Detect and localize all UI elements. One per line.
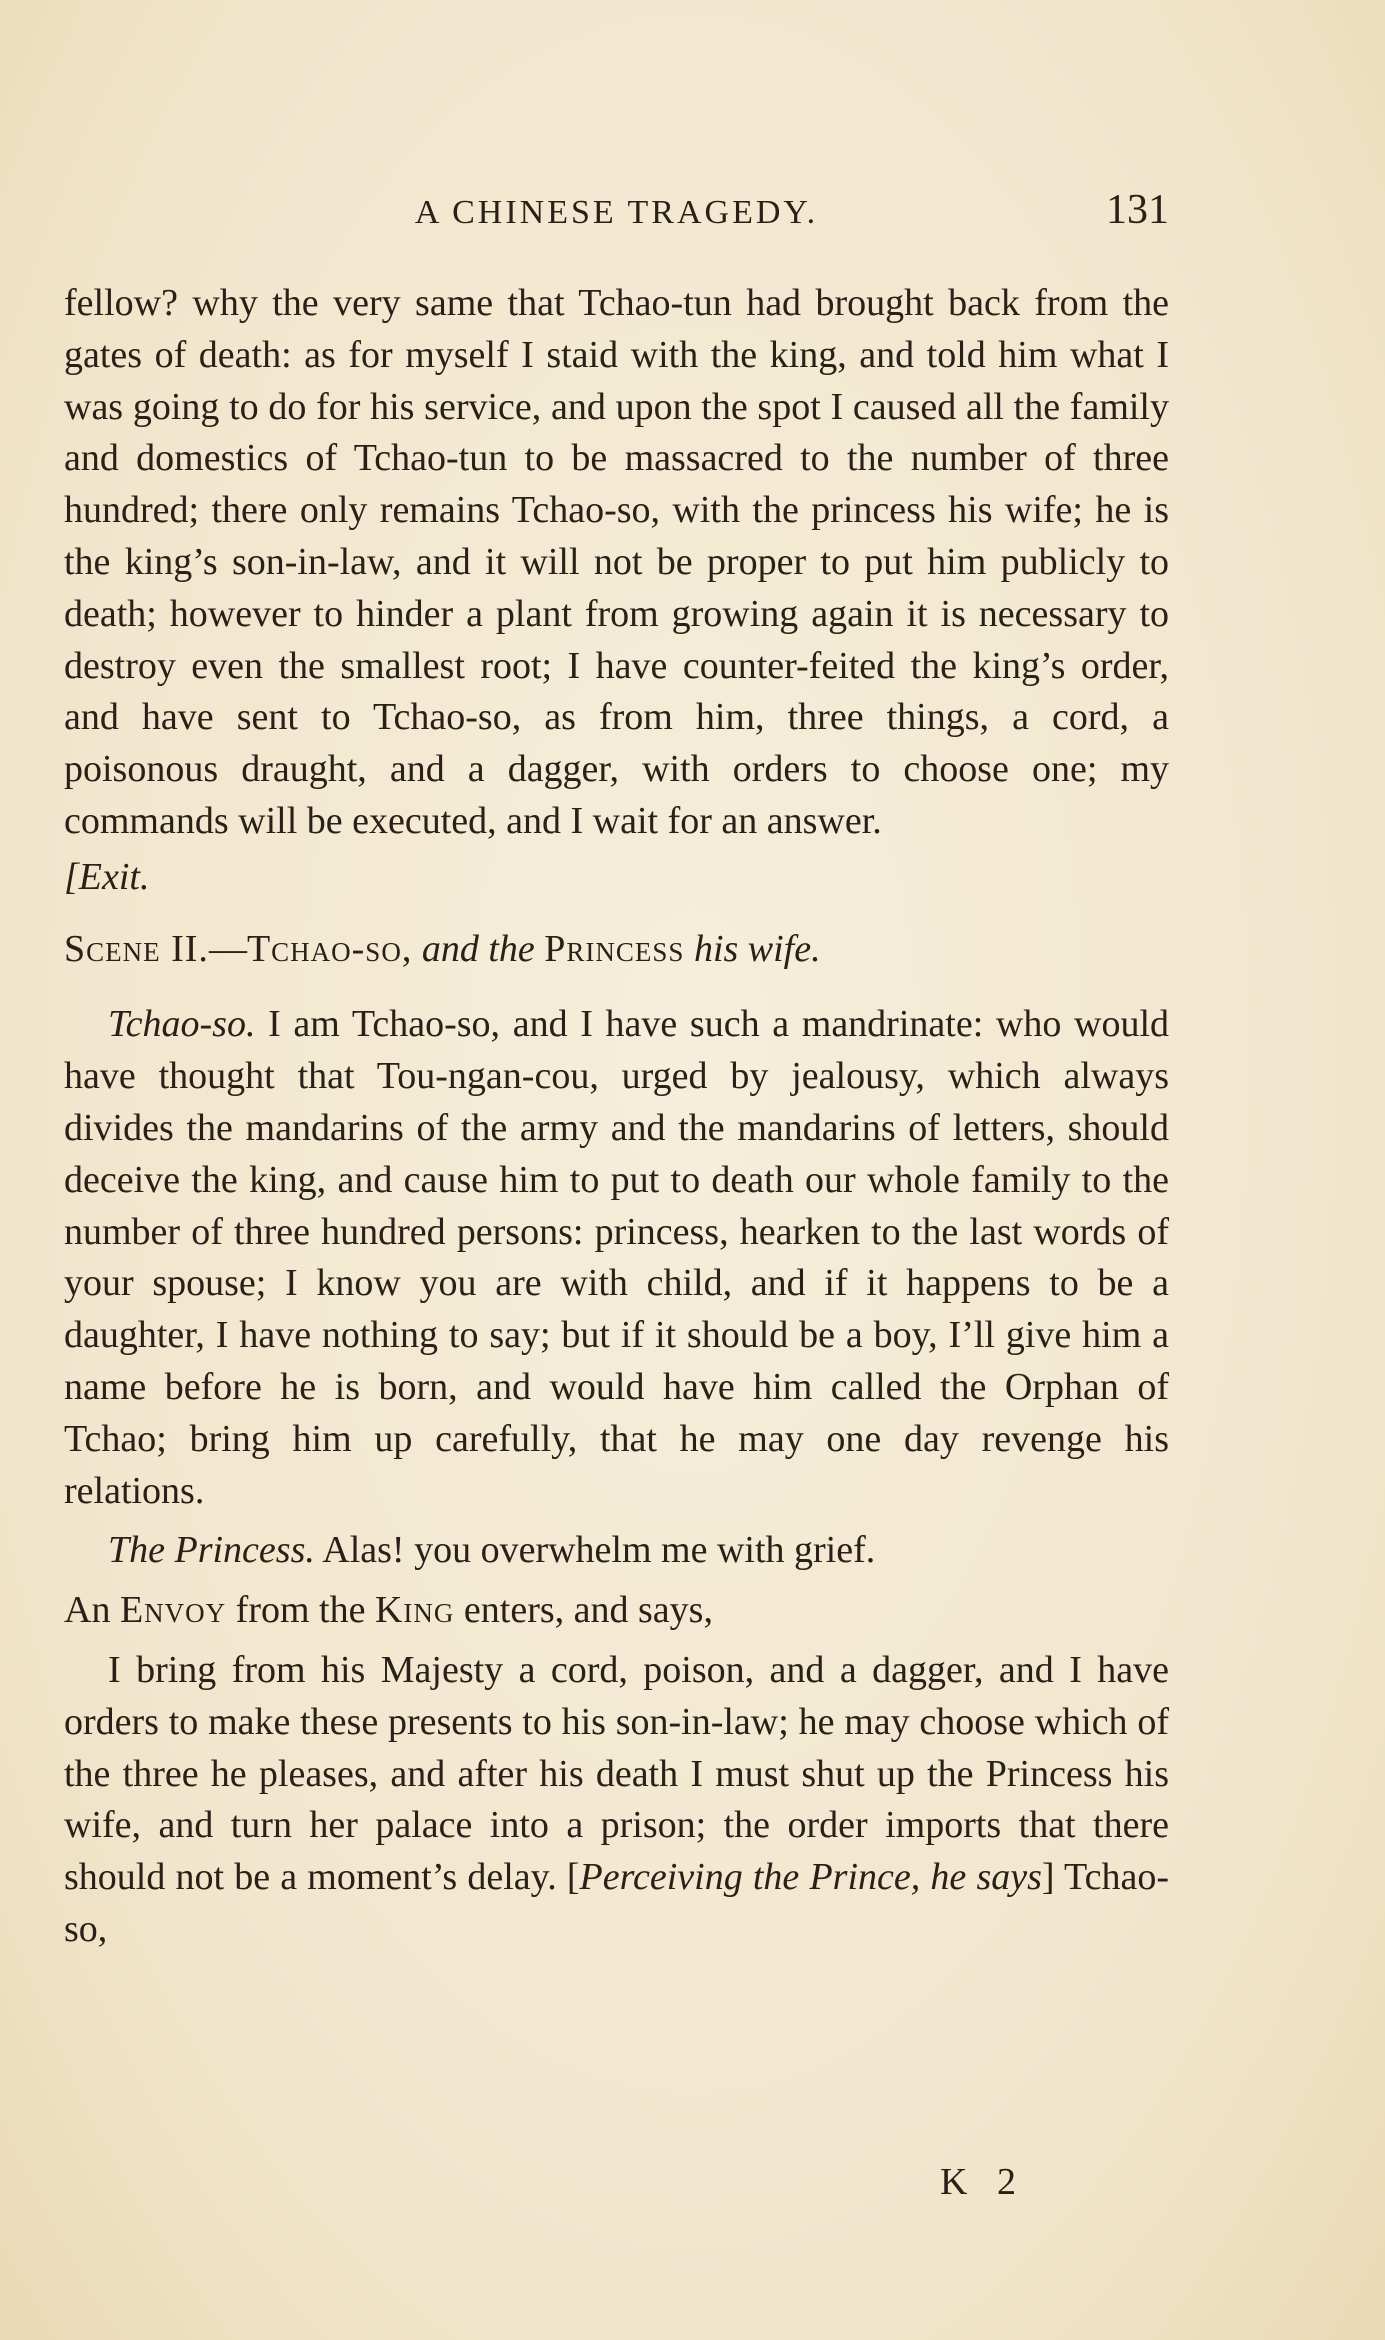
speaker-name: Tchao-so. xyxy=(108,1003,256,1046)
speech-tchao-so xyxy=(64,999,1169,1517)
stage-king: King xyxy=(374,1589,455,1632)
speech-princess xyxy=(64,1525,1169,1577)
scene-dash: — xyxy=(208,927,247,970)
paragraph-monologue: fellow? why the very same that Tchao-tun had brought back from the gates of death: as for myself I staid with the king, and told him what I was going to do for his service, and upon the spot I caused all the family and domestics of Tchao-tun to be massacred to the number of three hundred; there only remains Tchao-so, with the princess his wife; he is the king’s son-in-law, and it will not be proper to put him publicly to death; however to hinder a plant from growing again it is necessary to destroy even the smallest root; I have counter-feited the king’s order, and have sent to Tchao-so, as from him, three things, a cord, a poisonous draught, and a dagger, with orders to choose one; my commands will be executed, and I wait for an answer. xyxy=(64,282,1169,842)
signature-mark: K 2 xyxy=(940,2161,1026,2203)
scene-his-wife: his wife. xyxy=(693,927,821,970)
stage-envoy: Envoy xyxy=(119,1589,227,1632)
direction-open-bracket: [ xyxy=(566,1856,580,1899)
page-number: 131 xyxy=(1106,187,1169,233)
running-head xyxy=(64,182,1169,242)
speech-text: Alas! you overwhelm me with grief. xyxy=(322,1529,876,1572)
speech-text: I bring from his Majesty a cord, poison, and a dagger, and I have orders to make these presents to his son-in-law; he may choose which of the three he pleases, and after his death I must shut up the Princess his wife, and turn her palace into a prison; the order imports that there should not be a moment’s delay. xyxy=(64,1648,1169,1899)
stage-from-the: from the xyxy=(235,1589,366,1632)
speech-text: I am Tchao-so, and I have such a mandrinate: who would have thought that Tou-ngan-cou, urged by jealousy, which always divides the mandarins of the army and the mandarins of letters, should deceive the king, and cause him to put to death our whole family to the number of three hundred persons: princess, hearken to the last words of your spouse; I know you are with child, and if it happens to be a daughter, I have nothing to say; but if it should be a boy, I’ll give him a name before he is born, and would have him called the Orphan of Tchao; bring him up carefully, that he may one day revenge his relations. xyxy=(64,1003,1169,1512)
running-title: A CHINESE TRAGEDY. xyxy=(414,194,819,231)
scene-character-2: Princess xyxy=(544,927,685,970)
speaker-name: The Princess. xyxy=(108,1529,315,1572)
scene-and-the: and the xyxy=(421,927,535,970)
speech-envoy xyxy=(64,1645,1169,1956)
exit-direction: [Exit. xyxy=(64,855,150,898)
scene-heading xyxy=(64,924,1169,976)
stage-direction xyxy=(64,1585,1169,1637)
inline-direction: Perceiving the Prince, he says xyxy=(579,1856,1042,1899)
stage-rest: enters, and says, xyxy=(463,1589,713,1632)
speech-tail: Tchao-so, xyxy=(64,1856,1169,1950)
scene-character-1: Tchao-so, xyxy=(246,927,413,970)
direction-close-bracket: ] xyxy=(1041,1856,1055,1899)
scene-number: Scene II. xyxy=(64,927,209,970)
stage-a: An xyxy=(64,1589,111,1632)
body-text xyxy=(64,278,1169,1956)
